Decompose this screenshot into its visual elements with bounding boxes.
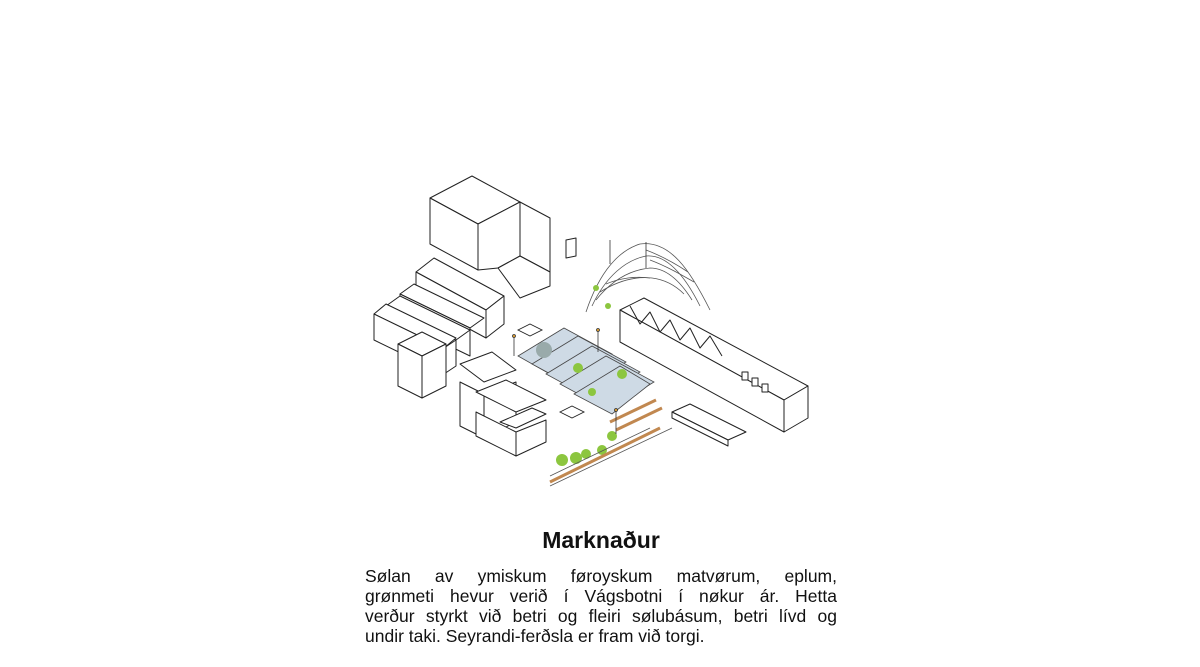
description-line: verður styrkt við betri og fleiri sølubásum, betri lívd og bbox=[365, 606, 837, 626]
description-line: grønmeti hevur verið í Vágsbotni í nøkur ár. Hetta bbox=[365, 586, 837, 606]
description-paragraph bbox=[365, 566, 837, 646]
description-line: Sølan av ymiskum føroyskum matvørum, eplum, bbox=[365, 566, 837, 586]
long-hall bbox=[620, 298, 808, 432]
bus-shelter bbox=[672, 404, 746, 446]
description-line: undir taki. Seyrandi-ferðsla er fram við torgi. bbox=[365, 626, 705, 646]
market-axonometric-illustration bbox=[350, 160, 830, 500]
cube-buildings bbox=[398, 332, 546, 456]
section-title: Marknaður bbox=[542, 527, 660, 553]
